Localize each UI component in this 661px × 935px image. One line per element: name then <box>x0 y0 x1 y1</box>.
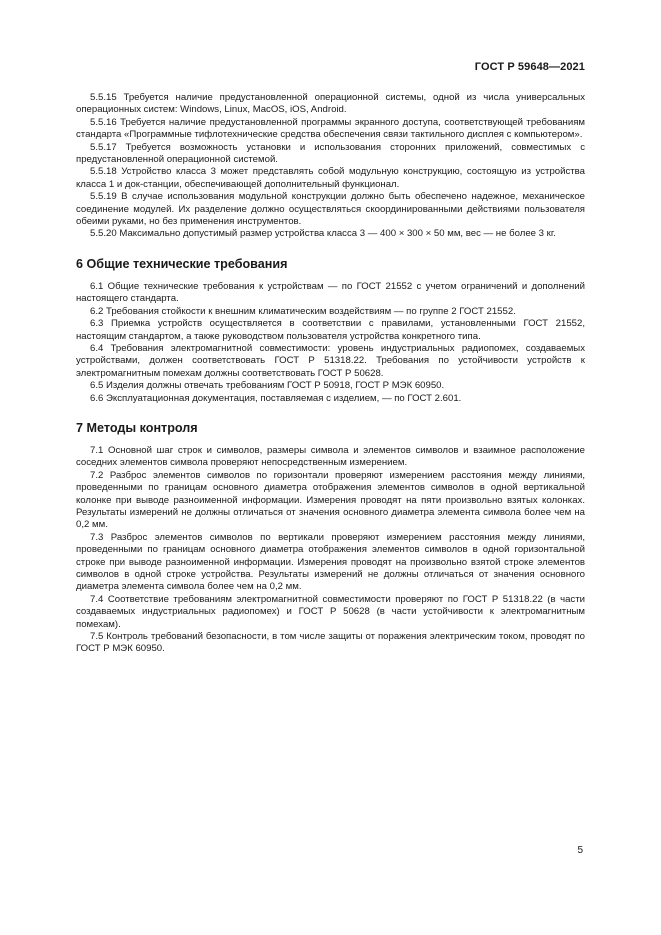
section-7-title: 7 Методы контроля <box>76 420 198 435</box>
paragraph-7-4: 7.4 Соответствие требованиям электромагнитной совместимости проверяют по ГОСТ Р 51318.22 (в части создаваемых индустриальных радиопомех) и ГОСТ Р 50628 (в части устойчивости к электромагнитным помехам). <box>76 593 585 630</box>
page-number: 5 <box>577 845 583 856</box>
paragraph-6-3: 6.3 Приемка устройств осуществляется в соответствии с правилами, установленными ГОСТ 21552, настоящим стандартом, а также руководством пользователя устройства конкретного типа. <box>76 318 585 342</box>
paragraph-6-6: 6.6 Эксплуатационная документация, поставляемая с изделием, — по ГОСТ 2.601. <box>90 392 462 404</box>
paragraph-7-5: 7.5 Контроль требований безопасности, в том числе защиты от поражения электрическим током, проводят по ГОСТ Р МЭК 60950. <box>76 631 585 655</box>
paragraph-6-5: 6.5 Изделия должны отвечать требованиям ГОСТ Р 50918, ГОСТ Р МЭК 60950. <box>90 380 445 392</box>
page-content <box>76 92 585 656</box>
paragraph-5-5-17: 5.5.17 Требуется возможность установки и использования сторонних приложений, совместимых с предустановленной операционной системой. <box>76 141 585 166</box>
paragraph-5-5-16: 5.5.16 Требуется наличие предустановленной программы экранного доступа, соответствующей требованиям стандарта «Программные тифлотехнические средства обеспечения связи тактильного дисплея с компьютером». <box>76 116 585 141</box>
paragraph-5-5-19: 5.5.19 В случае использования модульной конструкции должно быть обеспечено надежное, механическое соединение модулей. Их разделение должно осуществляться скоординированными действиями пользователя обеими руками, но без применения инструментов. <box>76 191 585 228</box>
paragraph-5-5-15: 5.5.15 Требуется наличие предустановленной операционной системы, одной из числа универсальных операционных систем: Windows, Linux, MacOS, iOS, Android. <box>76 92 585 116</box>
paragraph-7-3: 7.3 Разброс элементов символов по вертикали проверяют измерением расстояния между линиями, проведенными по границам основного диаметра отображения элементов символов в одной горизонтальной строке при выводе разноименной информации. Измерения проводят на произвольно взятой строке элементов символов в одной строке устройства. Результаты измерений не должны отличаться от значения основного диаметра элемента символа более чем на 0,2 мм. <box>76 531 585 593</box>
paragraph-6-4: 6.4 Требования электромагнитной совместимости: уровень индустриальных радиопомех, создаваемых устройствами, должен соответствовать ГОСТ Р 51318.22. Требования по устойчивости устройств к электромагнитным помехам должны соответствовать ГОСТ Р 50628. <box>76 342 585 379</box>
paragraph-7-1: 7.1 Основной шаг строк и символов, размеры символа и элементов символов и взаимное расположение соседних элементов символа проверяют непосредственным измерением. <box>76 444 585 469</box>
paragraph-5-5-20: 5.5.20 Максимально допустимый размер устройства класса 3 — 400 × 300 × 50 мм, вес — не более 3 кг. <box>90 228 556 240</box>
paragraph-7-2: 7.2 Разброс элементов символов по горизонтали проверяют измерением расстояния между линиями, проведенными по границам основного диаметра отображения элементов символов в одной вертикальной колонке при выводе разноименной информации. Измерения проводят на пяти произвольно взятых колонках. Результаты измерений не должны отличаться от значения основного диаметра элемента символа более чем на 0,2 мм. <box>76 469 585 531</box>
paragraph-5-5-18: 5.5.18 Устройство класса 3 может представлять собой модульную конструкцию, состоящую из устройства класса 1 и док-станции, обеспечивающей дополнительный функционал. <box>76 166 585 190</box>
paragraph-6-2: 6.2 Требования стойкости к внешним климатическим воздействиям — по группе 2 ГОСТ 21552. <box>90 305 516 317</box>
paragraph-6-1: 6.1 Общие технические требования к устройствам — по ГОСТ 21552 с учетом ограничений и дополнений настоящего стандарта. <box>76 280 585 305</box>
section-6-title: 6 Общие технические требования <box>76 256 288 271</box>
document-code-header: ГОСТ Р 59648—2021 <box>474 61 585 73</box>
